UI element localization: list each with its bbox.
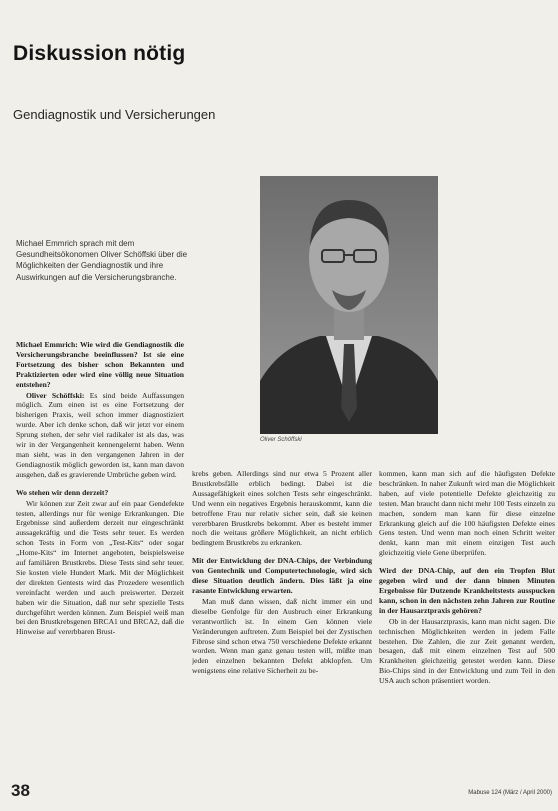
answer-1-text: Es sind beide Auffassungen möglich. Zum einen ist es eine Fortsetzung der bisherigen Praxis, weil schon immer diagnostiziert wurde. Aber ich denke schon, daß wir jetzt vor einem Sprung stehen, der sehr viel radikaler ist als das, was wir in der Vergangenheit kennengelernt haben. Wenn man sieht, was in den vergangenen Jahren in der Gendiagnostik möglich geworden ist, kann man davon ausgehen, daß es gravierende Umbrüche geben wird.: [16, 390, 184, 479]
question-3: Wird der DNA-Chip, auf den ein Tropfen Blut gegeben wird und der dann binnen Minuten Ergebnisse für Dutzende Krankheitstests ausspucken kann, schon in den nächsten zehn Jahren zur Routine in der Hausarztpraxis gehören?: [379, 566, 555, 615]
photo-caption: Oliver Schöffski: [260, 437, 302, 443]
portrait-photo: [260, 176, 438, 434]
article-subtitle: Gendiagnostik und Versicherungen: [13, 107, 216, 122]
portrait-illustration: [260, 176, 438, 434]
question-1: Michael Emmrich: Wie wird die Gendiagnostik die Versicherungsbranche beeinflussen? Ist sie eine Fortsetzung des bisher schon Bekannten und Praktizierten oder wird eine völlig neue Situation entstehen?: [16, 340, 184, 389]
answer-3-continued: kommen, kann man sich auf die häufigsten Defekte beschränken. In naher Zukunft wird man die Möglichkeit haben, auf viele potentielle Defekte gleichzeitig zu testen. Man braucht dann nicht mehr 100 Tests einzeln zu machen, sondern man kann für diese einzelne Erkrankung gleich auf die 100 häufigsten Defekte eines Gens testen. Und wenn man noch einen Schritt weiter denkt, kann man mit einem einzigen Test auch gleichzeitig viele Gene überprüfen.: [379, 469, 555, 558]
answer-1: [16, 391, 184, 480]
question-2: Mit der Entwicklung der DNA-Chips, der Verbindung von Gentechnik und Computertechnologie, wird sich diese Situation deutlich ändern. Dies läßt ja eine rasante Entwicklung erwarten.: [192, 556, 372, 595]
page-footer: Mabuse 124 (März / April 2000): [468, 790, 552, 796]
answer-3: Man muß dann wissen, daß nicht immer ein und dieselbe Genfolge für den Ausbruch einer Erkrankung verantwortlich ist. In einem Gen können viele Veränderungen auftreten. Zum Beispiel bei der Zystischen Fibrose sind schon etwa 750 verschiedene Defekte erkannt worden. Wenn man ganz genau testen will, müßte man jeden einzelnen bekannten Defekt abklopfen. Um wenigstens eine relative Sicherheit zu be-: [192, 596, 372, 676]
answer-2: Wir können zur Zeit zwar auf ein paar Gendefekte testen, allerdings nur für wenige Erkrankungen. Die Ergebnisse sind außerdem derzeit nur eingeschränkt aussagekräftig und die Tests sehr teuer. Es werden schon Tests in Form von „Test-Kits“ oder sogar „Home-Kits“ im Internet angeboten, beispielsweise auf familiären Brustkrebs. Diese Tests sind sehr teuer. Sie kosten viele Hundert Mark. Mit der Möglichkeit der direkten Gentests wird das Prozedere wesentlich vereinfacht werden und auch preiswerter. Derzeit haben wir die Situation, daß nur sehr spezielle Tests durchgeführt werden können. Zum Beispiel weiß man bei den Brustkrebsgenen BRCA1 und BRCA2, daß die Hinweise auf vererbbaren Brust-: [16, 498, 184, 637]
page-number: 38: [11, 781, 30, 800]
answer-speaker: Oliver Schöffski:: [26, 390, 85, 400]
question-heading: Wo stehen wir denn derzeit?: [16, 487, 109, 497]
article-title: Diskussion nötig: [13, 42, 186, 65]
answer-2-continued: krebs geben. Allerdings sind nur etwa 5 Prozent aller Brustkrebsfälle erblich bedingt. Dabei ist die Aussagefähigkeit eines solchen Tests sehr eingeschränkt. Und wenn ein negatives Ergebnis herauskommt, kann die betroffene Frau nur relativ sicher sein, daß sie keinen vererbbaren Brustkrebs bekommt. Aber es besteht immer noch die weitaus größere Möglichkeit, an nicht erblich bedingtem Brustkrebs zu erkranken.: [192, 469, 372, 548]
answer-4: Ob in der Hausarztpraxis, kann man nicht sagen. Die technischen Möglichkeiten werden in jedem Falle bestehen. Die Zahlen, die zur Zeit genannt werden, besagen, daß mit einem einzelnen Test auf 500 Krankheiten gleichzeitig getestet werden kann. Diese Bio-Chips sind in der Entwicklung und zum Teil in den USA auch schon präsentiert worden.: [379, 616, 555, 686]
text-column-2: [192, 469, 372, 788]
portrait-figure: [260, 176, 438, 449]
text-column-3: [379, 469, 555, 788]
article-intro: Michael Emmrich sprach mit dem Gesundheitsökonomen Oliver Schöffski über die Möglichkeiten der Gendiagnostik und ihre Auswirkungen auf die Versicherungsbranche.: [16, 239, 188, 282]
text-column-1: [16, 340, 184, 788]
